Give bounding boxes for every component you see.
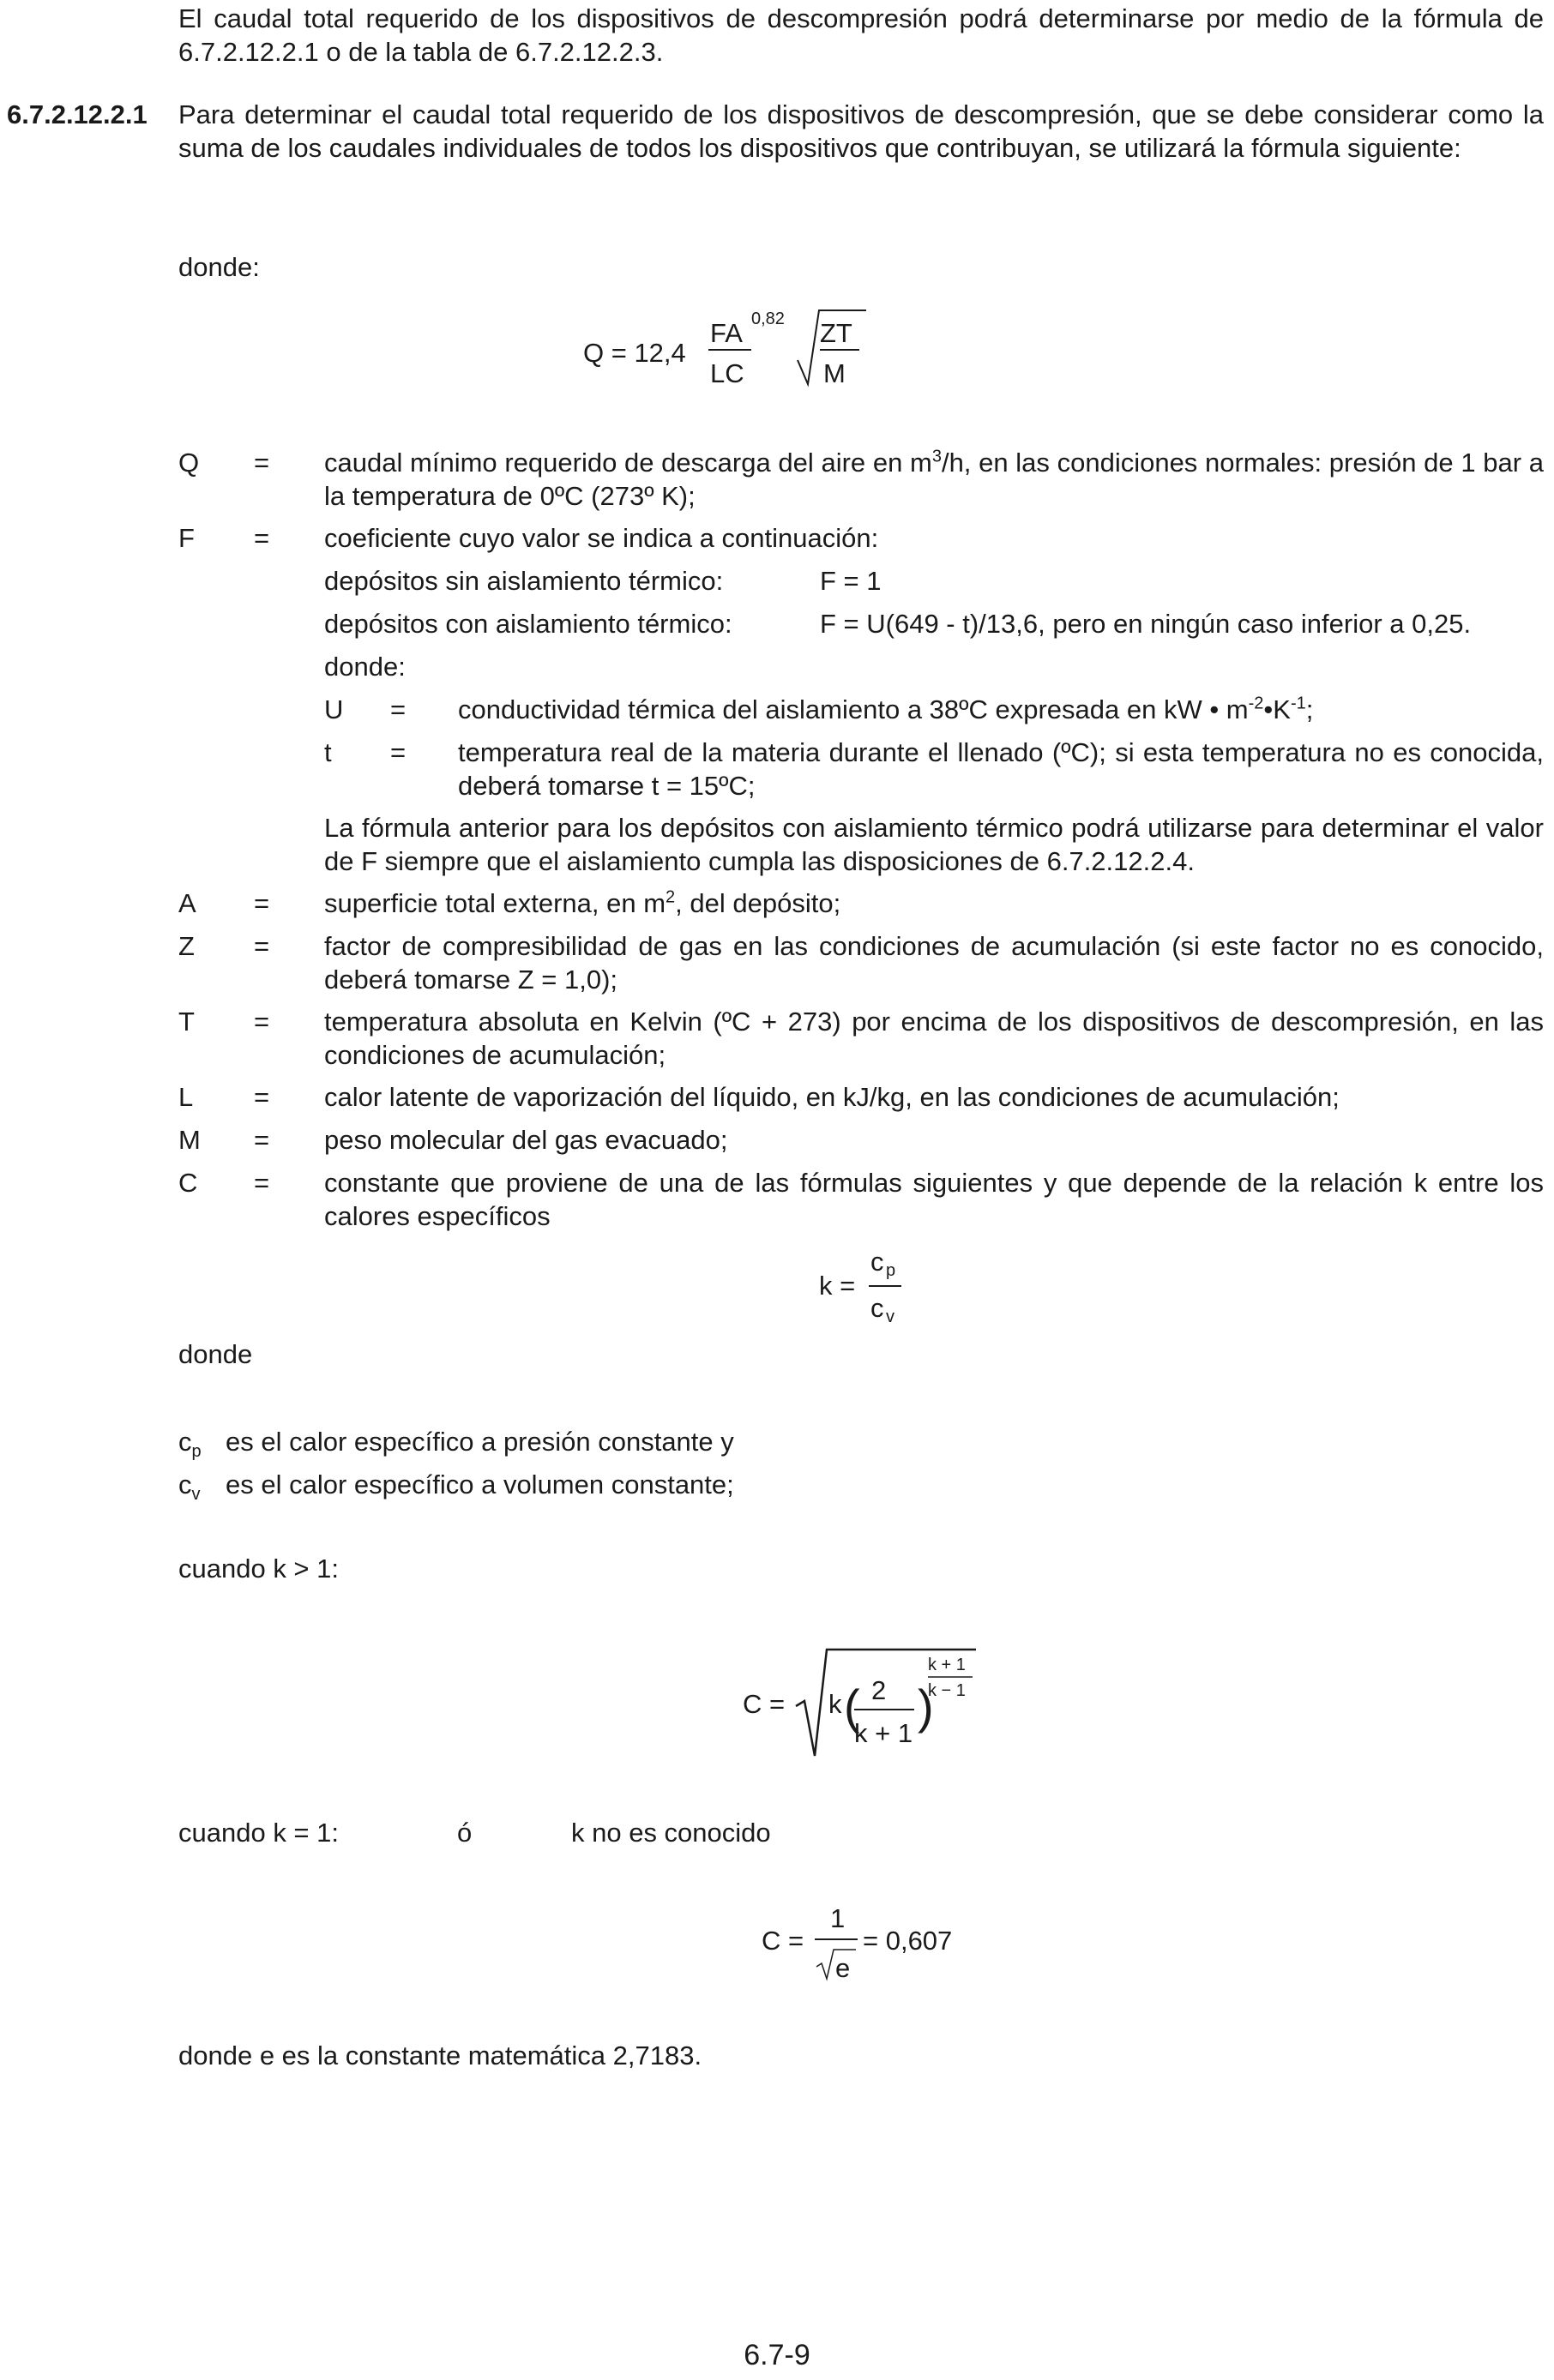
cp-line: $c_p$ xyxy=(178,1427,202,1462)
formula-q-root-num: ZT xyxy=(820,318,852,348)
def-c-equals: = xyxy=(254,1168,270,1198)
def-f-equals: = xyxy=(254,523,270,553)
formula-c1-lparen: ( xyxy=(844,1680,860,1734)
section-paragraph: Para determinar el caudal total requerido de los dispositivos de descompresión, que se debe considerar como la suma de los caudales individuales de todos los dispositivos que contribuyan, se utilizará la fórmula siguiente: xyxy=(178,99,1544,163)
formula-c1-exp-num: k + 1 xyxy=(928,1656,966,1674)
constant-e-note: donde e es la constante matemática 2,7183. xyxy=(178,2040,702,2070)
formula-c1-rparen: ) xyxy=(918,1680,934,1734)
def-m-symbol: M xyxy=(178,1125,201,1155)
def-f-symbol: F xyxy=(178,523,195,553)
def-m-text: peso molecular del gas evacuado; xyxy=(324,1125,728,1155)
def-t-text: temperatura real de la materia durante el llenado (ºC); si esta temperatura no es conocida, deberá tomarse t = 15ºC; xyxy=(458,737,1544,801)
def-l-symbol: L xyxy=(178,1082,194,1112)
formula-c2-num: 1 xyxy=(830,1903,846,1933)
f-case1-label: depósitos sin aislamiento térmico: xyxy=(324,566,724,596)
case-k-unknown: k no es conocido xyxy=(571,1818,771,1848)
f-case2-value: F = U(649 - t)/13,6, pero en ningún caso inferior a 0,25. xyxy=(820,609,1472,639)
intro-paragraph: El caudal total requerido de los dispositivos de descompresión podrá determinarse por medio de la fórmula de 6.7.2.12.2.1 o de la tabla de 6.7.2.12.2.3. xyxy=(178,3,1544,67)
formula-q-root-den: M xyxy=(823,358,846,388)
formula-c1-num: 2 xyxy=(871,1675,887,1705)
def-t-equals: = xyxy=(390,737,407,767)
def-z-text: factor de compresibilidad de gas en las condiciones de acumulación (si este factor no es conocido, deberá tomarse Z = 1,0); xyxy=(324,931,1544,995)
def-t-temp-equals: = xyxy=(254,1007,270,1037)
def-q-text: caudal mínimo requerido de descarga del aire en $m^3/h$, en las condiciones normales: presión de 1 bar a la temperatura de 0ºC (273º K); xyxy=(324,447,1544,511)
def-z-symbol: Z xyxy=(178,931,195,961)
formula-q-den: LC xyxy=(710,358,744,388)
def-a-symbol: A xyxy=(178,888,196,918)
f-note: La fórmula anterior para los depósitos con aislamiento térmico podrá utilizarse para determinar el valor de F siempre que el aislamiento cumpla las disposiciones de 6.7.2.12.2.4. xyxy=(324,813,1544,876)
f-case2-label: depósitos con aislamiento térmico: xyxy=(324,609,732,639)
formula-c1-lhs: C = xyxy=(743,1689,786,1719)
donde-label-2: donde xyxy=(178,1339,253,1369)
formula-c1-exp-den: k − 1 xyxy=(928,1681,966,1700)
def-u-text: conductividad térmica del aislamiento a 38ºC expresada en kW • $m^{-2}•K^{-1}$; xyxy=(458,694,1314,724)
donde-label-1: donde: xyxy=(178,252,260,282)
def-c-text: constante que proviene de una de las fórmulas siguientes y que depende de la relación k entre los calores específicos xyxy=(324,1168,1544,1231)
formula-k-den-sub: v xyxy=(886,1307,894,1326)
formula-q-num: FA xyxy=(710,318,743,348)
def-u-symbol: U xyxy=(324,694,344,724)
formula-k-num: c xyxy=(870,1247,884,1277)
page-number: 6.7-9 xyxy=(744,2339,810,2371)
def-f-text: coeficiente cuyo valor se indica a continuación: xyxy=(324,523,879,553)
formula-q xyxy=(583,300,875,411)
formula-c2-den: e xyxy=(835,1953,851,1983)
def-q-equals: = xyxy=(254,448,270,478)
case-k-equal-1: cuando k = 1: xyxy=(178,1818,339,1848)
def-t-symbol: t xyxy=(324,737,332,767)
def-q-symbol: Q xyxy=(178,448,200,478)
formula-c-general xyxy=(743,1638,983,1774)
cp-description: es el calor específico a presión constante y xyxy=(226,1427,734,1457)
formula-k-num-sub: p xyxy=(886,1261,896,1280)
formula-c1-k: k xyxy=(828,1689,842,1719)
formula-k xyxy=(819,1245,956,1347)
f-donde-label: donde: xyxy=(324,652,406,682)
formula-k-den: c xyxy=(870,1293,884,1323)
cv-description: es el calor específico a volumen constante; xyxy=(226,1469,734,1500)
formula-q-lhs: Q = 12,4 xyxy=(583,338,686,368)
def-a-equals: = xyxy=(254,888,270,918)
formula-c2-rhs: = 0,607 xyxy=(863,1926,953,1956)
f-case1-value: F = 1 xyxy=(820,566,882,596)
def-t-temp-symbol: T xyxy=(178,1007,195,1037)
def-l-text: calor latente de vaporización del líquido, en kJ/kg, en las condiciones de acumulación; xyxy=(324,1082,1340,1112)
def-c-symbol: C xyxy=(178,1168,198,1198)
formula-c1-den: k + 1 xyxy=(854,1718,913,1748)
formula-c-special xyxy=(762,1896,967,1998)
formula-q-exp: 0,82 xyxy=(751,310,785,328)
case-k-greater-1: cuando k > 1: xyxy=(178,1554,339,1584)
def-m-equals: = xyxy=(254,1125,270,1155)
def-a-text: superficie total externa, en $m^2$, del depósito; xyxy=(324,887,841,918)
section-number: 6.7.2.12.2.1 xyxy=(7,99,148,129)
def-z-equals: = xyxy=(254,931,270,961)
formula-c2-lhs: C = xyxy=(762,1926,804,1956)
def-t-temp-text: temperatura absoluta en Kelvin (ºC + 273) por encima de los dispositivos de descompresión, en las condiciones de acumulación; xyxy=(324,1007,1544,1070)
def-l-equals: = xyxy=(254,1082,270,1112)
cv-line: $c_v$ xyxy=(178,1469,201,1505)
case-or: ó xyxy=(457,1818,473,1848)
formula-k-lhs: k = xyxy=(819,1271,856,1301)
def-u-equals: = xyxy=(390,694,407,724)
